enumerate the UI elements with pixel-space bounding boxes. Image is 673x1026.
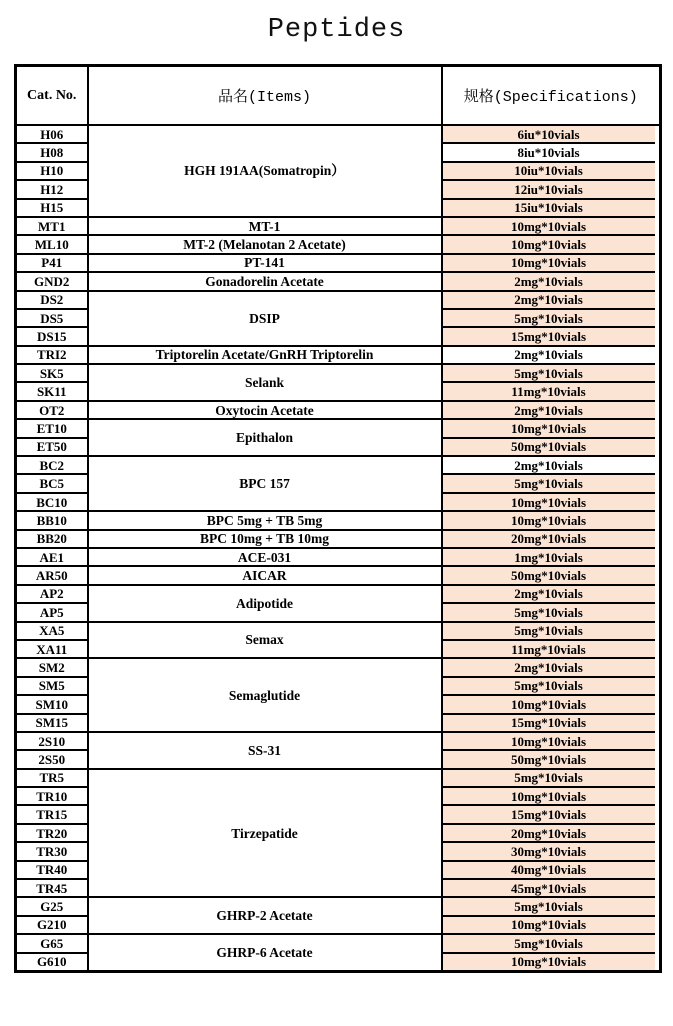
- cat-no-cell: SM2: [16, 658, 88, 676]
- specification-cell: 5mg*10vials: [442, 474, 655, 492]
- item-name-cell: AICAR: [88, 566, 442, 584]
- specification-cell: 10mg*10vials: [442, 493, 655, 511]
- cat-no-cell: OT2: [16, 401, 88, 419]
- cat-no-cell: GND2: [16, 272, 88, 290]
- right-gutter-cell: [655, 622, 661, 640]
- table-row: [16, 364, 661, 382]
- right-gutter-cell: [655, 953, 661, 972]
- specification-cell: 5mg*10vials: [442, 897, 655, 915]
- right-gutter-cell: [655, 842, 661, 860]
- cat-no-cell: BC10: [16, 493, 88, 511]
- right-gutter-cell: [655, 180, 661, 198]
- cat-no-cell: TR10: [16, 787, 88, 805]
- specification-cell: 2mg*10vials: [442, 291, 655, 309]
- specification-cell: 2mg*10vials: [442, 346, 655, 364]
- table-row: [16, 732, 661, 750]
- cat-no-cell: AR50: [16, 566, 88, 584]
- specification-cell: 10iu*10vials: [442, 162, 655, 180]
- specification-cell: 10mg*10vials: [442, 419, 655, 437]
- right-gutter-cell: [655, 714, 661, 732]
- cat-no-cell: H08: [16, 143, 88, 161]
- cat-no-cell: XA11: [16, 640, 88, 658]
- right-gutter-cell: [655, 916, 661, 934]
- specification-cell: 5mg*10vials: [442, 364, 655, 382]
- header-row: [16, 66, 661, 126]
- specification-cell: 40mg*10vials: [442, 861, 655, 879]
- right-gutter-cell: [655, 566, 661, 584]
- item-name-cell: BPC 157: [88, 456, 442, 511]
- specification-cell: 10mg*10vials: [442, 787, 655, 805]
- right-gutter-cell: [655, 787, 661, 805]
- table-row: [16, 769, 661, 787]
- specification-cell: 11mg*10vials: [442, 640, 655, 658]
- cat-no-cell: H06: [16, 125, 88, 143]
- right-gutter-cell: [655, 217, 661, 235]
- specification-cell: 50mg*10vials: [442, 438, 655, 456]
- right-gutter-cell: [655, 235, 661, 253]
- item-name-cell: Tirzepatide: [88, 769, 442, 898]
- right-gutter-cell: [655, 382, 661, 400]
- table-row: [16, 530, 661, 548]
- specification-cell: 15mg*10vials: [442, 327, 655, 345]
- item-name-cell: HGH 191AA(Somatropin）: [88, 125, 442, 217]
- table-row: [16, 548, 661, 566]
- right-gutter-cell: [655, 805, 661, 823]
- cat-no-cell: TR15: [16, 805, 88, 823]
- right-gutter-cell: [655, 143, 661, 161]
- specification-cell: 2mg*10vials: [442, 401, 655, 419]
- right-gutter-cell: [655, 732, 661, 750]
- cat-no-cell: P41: [16, 254, 88, 272]
- table-row: [16, 511, 661, 529]
- cat-no-cell: G25: [16, 897, 88, 915]
- item-name-cell: Adipotide: [88, 585, 442, 622]
- specification-cell: 15iu*10vials: [442, 199, 655, 217]
- specification-cell: 30mg*10vials: [442, 842, 655, 860]
- specification-cell: 10mg*10vials: [442, 254, 655, 272]
- column-header-items: 品名(Items): [88, 66, 442, 126]
- specification-cell: 15mg*10vials: [442, 805, 655, 823]
- specification-cell: 2mg*10vials: [442, 456, 655, 474]
- cat-no-cell: DS5: [16, 309, 88, 327]
- right-gutter-cell: [655, 199, 661, 217]
- cat-no-cell: BB10: [16, 511, 88, 529]
- table-row: [16, 125, 661, 143]
- right-gutter-cell: [655, 530, 661, 548]
- item-name-cell: DSIP: [88, 291, 442, 346]
- right-gutter-cell: [655, 309, 661, 327]
- cat-no-cell: 2S50: [16, 750, 88, 768]
- table-row: [16, 346, 661, 364]
- specification-cell: 10mg*10vials: [442, 235, 655, 253]
- cat-no-cell: TR5: [16, 769, 88, 787]
- specification-cell: 12iu*10vials: [442, 180, 655, 198]
- item-name-cell: Epithalon: [88, 419, 442, 456]
- item-name-cell: Oxytocin Acetate: [88, 401, 442, 419]
- right-gutter-cell: [655, 897, 661, 915]
- cat-no-cell: ET50: [16, 438, 88, 456]
- table-row: [16, 566, 661, 584]
- column-header-specifications: 规格(Specifications): [442, 66, 661, 126]
- right-gutter-cell: [655, 291, 661, 309]
- table-row: [16, 254, 661, 272]
- item-name-cell: ACE-031: [88, 548, 442, 566]
- table-row: [16, 272, 661, 290]
- item-name-cell: PT-141: [88, 254, 442, 272]
- table-row: [16, 934, 661, 952]
- cat-no-cell: BC2: [16, 456, 88, 474]
- cat-no-cell: H10: [16, 162, 88, 180]
- specification-cell: 20mg*10vials: [442, 530, 655, 548]
- right-gutter-cell: [655, 474, 661, 492]
- right-gutter-cell: [655, 640, 661, 658]
- specification-cell: 11mg*10vials: [442, 382, 655, 400]
- cat-no-cell: DS2: [16, 291, 88, 309]
- specification-cell: 10mg*10vials: [442, 695, 655, 713]
- specification-cell: 5mg*10vials: [442, 622, 655, 640]
- table-row: [16, 456, 661, 474]
- item-name-cell: Semaglutide: [88, 658, 442, 732]
- right-gutter-cell: [655, 769, 661, 787]
- table-row: [16, 897, 661, 915]
- cat-no-cell: TR45: [16, 879, 88, 897]
- item-name-cell: Semax: [88, 622, 442, 659]
- right-gutter-cell: [655, 879, 661, 897]
- right-gutter-cell: [655, 346, 661, 364]
- table-row: [16, 658, 661, 676]
- cat-no-cell: H12: [16, 180, 88, 198]
- cat-no-cell: XA5: [16, 622, 88, 640]
- specification-cell: 10mg*10vials: [442, 217, 655, 235]
- item-name-cell: MT-1: [88, 217, 442, 235]
- cat-no-cell: TR30: [16, 842, 88, 860]
- right-gutter-cell: [655, 438, 661, 456]
- cat-no-cell: TRI2: [16, 346, 88, 364]
- cat-no-cell: AP5: [16, 603, 88, 621]
- cat-no-cell: SK5: [16, 364, 88, 382]
- cat-no-cell: H15: [16, 199, 88, 217]
- table-body: [16, 125, 661, 971]
- specification-cell: 8iu*10vials: [442, 143, 655, 161]
- cat-no-cell: SK11: [16, 382, 88, 400]
- cat-no-cell: SM10: [16, 695, 88, 713]
- right-gutter-cell: [655, 511, 661, 529]
- specification-cell: 5mg*10vials: [442, 769, 655, 787]
- cat-no-cell: DS15: [16, 327, 88, 345]
- cat-no-cell: TR20: [16, 824, 88, 842]
- specification-cell: 2mg*10vials: [442, 272, 655, 290]
- item-name-cell: MT-2 (Melanotan 2 Acetate): [88, 235, 442, 253]
- right-gutter-cell: [655, 162, 661, 180]
- specification-cell: 10mg*10vials: [442, 511, 655, 529]
- cat-no-cell: G610: [16, 953, 88, 972]
- cat-no-cell: BB20: [16, 530, 88, 548]
- cat-no-cell: MT1: [16, 217, 88, 235]
- cat-no-cell: ET10: [16, 419, 88, 437]
- right-gutter-cell: [655, 658, 661, 676]
- cat-no-cell: AP2: [16, 585, 88, 603]
- specification-cell: 10mg*10vials: [442, 953, 655, 972]
- table-row: [16, 585, 661, 603]
- right-gutter-cell: [655, 585, 661, 603]
- peptides-table: [14, 64, 662, 973]
- item-name-cell: BPC 5mg + TB 5mg: [88, 511, 442, 529]
- right-gutter-cell: [655, 750, 661, 768]
- right-gutter-cell: [655, 695, 661, 713]
- right-gutter-cell: [655, 456, 661, 474]
- item-name-cell: GHRP-6 Acetate: [88, 934, 442, 971]
- right-gutter-cell: [655, 677, 661, 695]
- specification-cell: 50mg*10vials: [442, 750, 655, 768]
- specification-cell: 20mg*10vials: [442, 824, 655, 842]
- right-gutter-cell: [655, 548, 661, 566]
- item-name-cell: GHRP-2 Acetate: [88, 897, 442, 934]
- specification-cell: 5mg*10vials: [442, 677, 655, 695]
- right-gutter-cell: [655, 861, 661, 879]
- item-name-cell: Selank: [88, 364, 442, 401]
- table-row: [16, 419, 661, 437]
- page-title: Peptides: [267, 15, 406, 45]
- item-name-cell: SS-31: [88, 732, 442, 769]
- specification-cell: 6iu*10vials: [442, 125, 655, 143]
- specification-cell: 5mg*10vials: [442, 934, 655, 952]
- cat-no-cell: AE1: [16, 548, 88, 566]
- item-name-cell: BPC 10mg + TB 10mg: [88, 530, 442, 548]
- right-gutter-cell: [655, 493, 661, 511]
- specification-cell: 2mg*10vials: [442, 658, 655, 676]
- table-row: [16, 217, 661, 235]
- right-gutter-cell: [655, 401, 661, 419]
- right-gutter-cell: [655, 419, 661, 437]
- cat-no-cell: ML10: [16, 235, 88, 253]
- item-name-cell: Gonadorelin Acetate: [88, 272, 442, 290]
- specification-cell: 45mg*10vials: [442, 879, 655, 897]
- cat-no-cell: SM15: [16, 714, 88, 732]
- cat-no-cell: TR40: [16, 861, 88, 879]
- specification-cell: 2mg*10vials: [442, 585, 655, 603]
- item-name-cell: Triptorelin Acetate/GnRH Triptorelin: [88, 346, 442, 364]
- cat-no-cell: G210: [16, 916, 88, 934]
- cat-no-cell: 2S10: [16, 732, 88, 750]
- right-gutter-cell: [655, 824, 661, 842]
- cat-no-cell: BC5: [16, 474, 88, 492]
- right-gutter-cell: [655, 327, 661, 345]
- specification-cell: 5mg*10vials: [442, 309, 655, 327]
- table-row: [16, 291, 661, 309]
- specification-cell: 5mg*10vials: [442, 603, 655, 621]
- cat-no-cell: G65: [16, 934, 88, 952]
- specification-cell: 15mg*10vials: [442, 714, 655, 732]
- table-row: [16, 401, 661, 419]
- right-gutter-cell: [655, 272, 661, 290]
- specification-cell: 10mg*10vials: [442, 916, 655, 934]
- right-gutter-cell: [655, 934, 661, 952]
- table-row: [16, 622, 661, 640]
- specification-cell: 10mg*10vials: [442, 732, 655, 750]
- column-header-cat-no: Cat. No.: [16, 66, 88, 126]
- right-gutter-cell: [655, 254, 661, 272]
- specification-cell: 50mg*10vials: [442, 566, 655, 584]
- cat-no-cell: SM5: [16, 677, 88, 695]
- right-gutter-cell: [655, 364, 661, 382]
- specification-cell: 1mg*10vials: [442, 548, 655, 566]
- right-gutter-cell: [655, 125, 661, 143]
- table-row: [16, 235, 661, 253]
- right-gutter-cell: [655, 603, 661, 621]
